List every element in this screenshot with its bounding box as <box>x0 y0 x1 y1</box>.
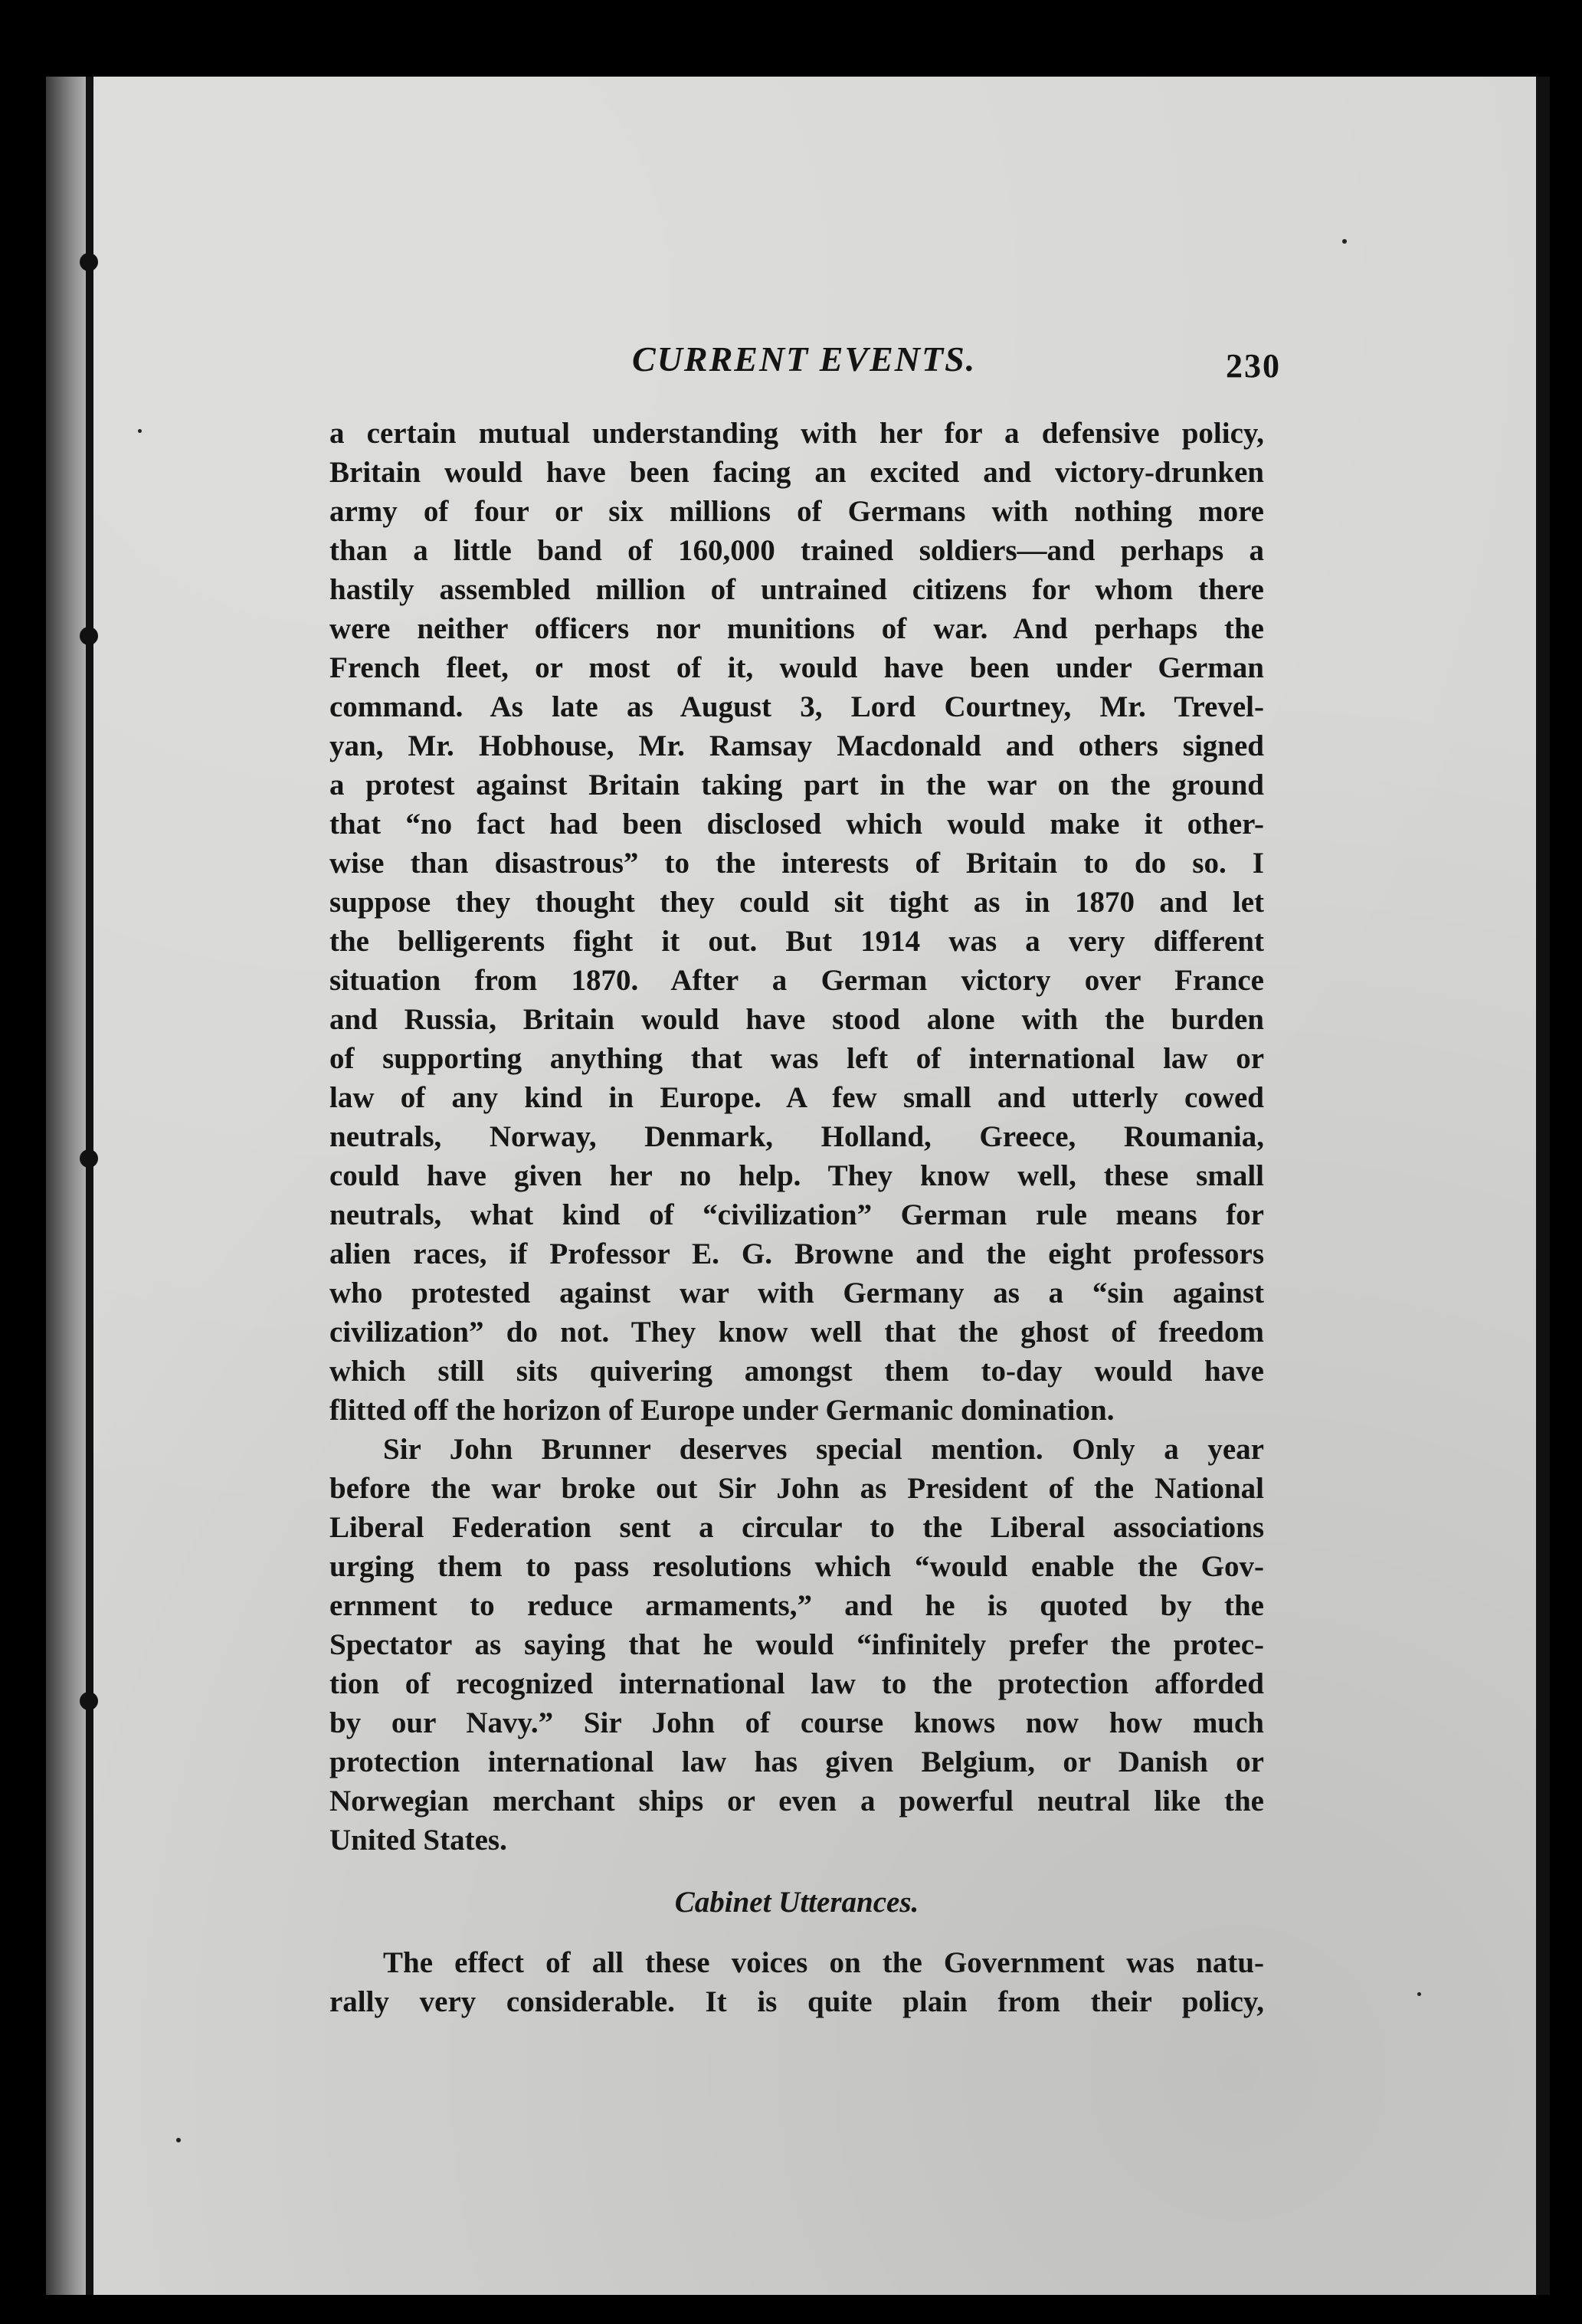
paper-speck <box>1417 1992 1421 1996</box>
text-line: protection international law has given Belgium, or Danish or <box>329 1745 1264 1778</box>
paper-speck <box>138 429 142 433</box>
page-number: 230 <box>1226 347 1281 385</box>
text-line: Britain would have been facing an excited and victory-drunken <box>329 456 1264 489</box>
text-line: flitted off the horizon of Europe under Germanic domination. <box>329 1394 1115 1427</box>
section-heading: Cabinet Utterances. <box>674 1886 919 1919</box>
text-line: could have given her no help. They know well, these small <box>329 1159 1264 1192</box>
text-line: law of any kind in Europe. A few small and utterly cowed <box>329 1081 1264 1114</box>
paragraph-continued <box>329 414 1264 1430</box>
text-line: a protest against Britain taking part in the war on the ground <box>329 769 1264 801</box>
text-line: Liberal Federation sent a circular to the Liberal associations <box>329 1511 1264 1544</box>
binding-mark <box>80 1692 98 1710</box>
text-line: suppose they thought they could sit tight as in 1870 and let <box>329 886 1264 919</box>
text-line: and Russia, Britain would have stood alone with the burden <box>329 1003 1264 1036</box>
page-body <box>329 414 1264 2021</box>
text-line: hastily assembled million of untrained citizens for whom there <box>329 573 1264 606</box>
text-line: Norwegian merchant ships or even a powerful neutral like the <box>329 1785 1264 1818</box>
text-line: The effect of all these voices on the Government was natu- <box>383 1946 1264 1979</box>
binding-mark <box>80 627 98 645</box>
text-line: of supporting anything that was left of international law or <box>329 1042 1264 1075</box>
text-line: the belligerents fight it out. But 1914 was a very different <box>329 925 1264 958</box>
text-line: neutrals, what kind of “civilization” German rule means for <box>329 1198 1264 1231</box>
paper-speck <box>176 2138 181 2142</box>
text-line: French fleet, or most of it, would have been under German <box>329 651 1264 684</box>
text-line: by our Navy.” Sir John of course knows now how much <box>329 1706 1264 1739</box>
text-line: ernment to reduce armaments,” and he is quoted by the <box>329 1589 1264 1622</box>
running-title: CURRENT EVENTS. <box>632 339 977 379</box>
text-line: urging them to pass resolutions which “would enable the Gov- <box>329 1550 1264 1583</box>
text-line: command. As late as August 3, Lord Courtney, Mr. Trevel- <box>329 690 1264 723</box>
paper-speck <box>1342 239 1347 244</box>
paragraph-effect <box>329 1943 1264 2021</box>
binding-gutter <box>46 77 89 2295</box>
text-line: that “no fact had been disclosed which would make it other- <box>329 808 1264 841</box>
text-line: army of four or six millions of Germans with nothing more <box>329 495 1264 528</box>
text-line: which still sits quivering amongst them to-day would have <box>329 1355 1264 1388</box>
text-line: United States. <box>329 1824 507 1857</box>
paragraph-brunner <box>329 1430 1264 1860</box>
binding-mark <box>80 1149 98 1168</box>
text-line: civilization” do not. They know well that the ghost of freedom <box>329 1316 1264 1349</box>
running-head <box>329 331 1310 392</box>
text-line: before the war broke out Sir John as President of the National <box>329 1472 1264 1505</box>
text-line: alien races, if Professor E. G. Browne and the eight professors <box>329 1237 1264 1270</box>
text-line: tion of recognized international law to the protection afforded <box>329 1667 1264 1700</box>
text-line: rally very considerable. It is quite plain from their policy, <box>329 1985 1264 2018</box>
text-line: Spectator as saying that he would “infinitely prefer the protec- <box>329 1628 1264 1661</box>
text-line: than a little band of 160,000 trained soldiers—and perhaps a <box>329 534 1264 567</box>
binding-edge <box>86 77 93 2295</box>
text-line: a certain mutual understanding with her for a defensive policy, <box>329 417 1264 450</box>
text-line: yan, Mr. Hobhouse, Mr. Ramsay Macdonald and others signed <box>329 729 1264 762</box>
binding-mark <box>80 253 98 271</box>
text-line: situation from 1870. After a German victory over France <box>329 964 1264 997</box>
text-line: neutrals, Norway, Denmark, Holland, Greece, Roumania, <box>329 1120 1264 1153</box>
text-line: Sir John Brunner deserves special mention. Only a year <box>383 1433 1264 1466</box>
text-line: who protested against war with Germany as a “sin against <box>329 1277 1264 1310</box>
text-line: wise than disastrous” to the interests of Britain to do so. I <box>329 847 1264 880</box>
text-line: were neither officers nor munitions of war. And perhaps the <box>329 612 1264 645</box>
